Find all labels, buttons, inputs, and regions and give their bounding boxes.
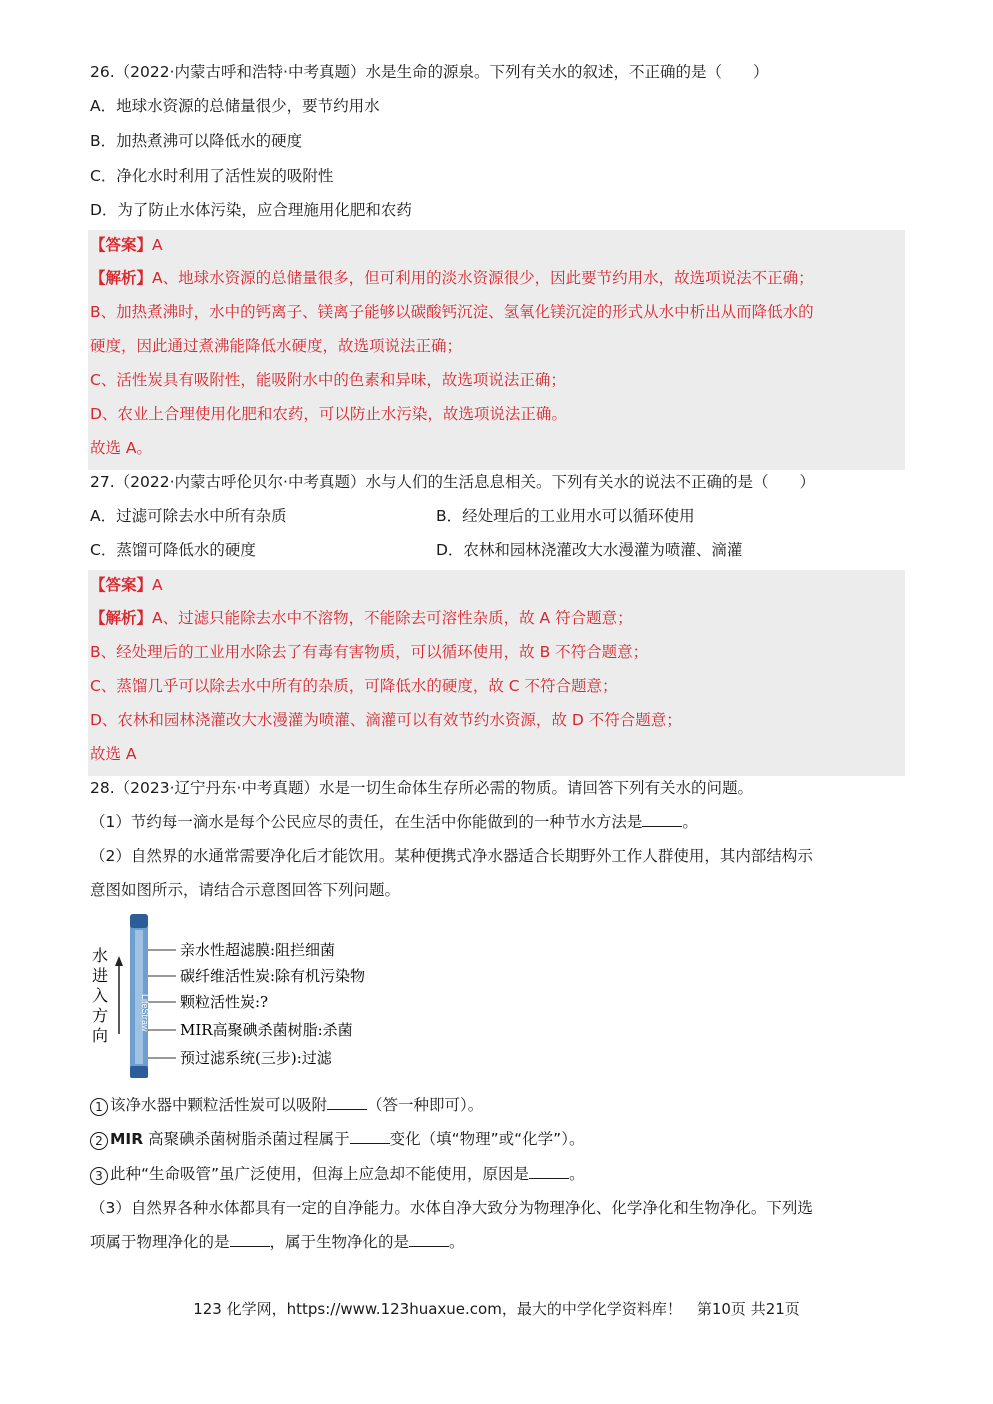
answer-blank — [230, 1232, 270, 1247]
answer-blank — [409, 1232, 449, 1247]
q28-sub-3 — [90, 1164, 585, 1185]
q27-stem: 27.（2022·内蒙古呼伦贝尔·中考真题）水与人们的生活息息相关。下列有关水的说法不正确的是（ ） — [90, 473, 815, 491]
analysis-text: A、地球水资源的总储量很多，但可利用的淡水资源很少，因此要节约用水，故选项说法不正确； — [152, 269, 814, 287]
layer-label-1: 亲水性超滤膜:阻拦细菌 — [180, 941, 336, 959]
q28-sub-1 — [90, 1095, 483, 1116]
layer-label-3: 颗粒活性炭:? — [180, 993, 269, 1011]
page-footer: 123 化学网，https://www.123huaxue.com，最大的中学化学资料库！ 第10页 共21页 — [193, 1300, 800, 1318]
q26-analysis-line-2: B、加热煮沸时，水中的钙离子、镁离子能够以碳酸钙沉淀、氢氧化镁沉淀的形式从水中析出从而降低水的 — [90, 303, 814, 321]
q28-sub-2-mir: MIR — [110, 1130, 144, 1148]
q28-part-3-mid: ，属于生物净化的是 — [269, 1233, 410, 1251]
layer-label-4: MIR高聚碘杀菌树脂:杀菌 — [180, 1021, 353, 1039]
circled-number-1: 1 — [90, 1098, 108, 1116]
q26-answer — [90, 235, 163, 255]
analysis-tag: 【解析】 — [90, 269, 153, 287]
circled-number-3: 3 — [90, 1167, 108, 1185]
q28-part-3-line-1: （3）自然界各种水体都具有一定的自净能力。水体自净大致分为物理净化、化学净化和生物净化。下列选 — [90, 1199, 813, 1217]
q27-option-c: C．蒸馏可降低水的硬度 — [90, 541, 256, 559]
q28-sub-2 — [90, 1129, 584, 1150]
side-label-2: 进 — [92, 966, 109, 985]
q26-analysis-line-5: D、农业上合理使用化肥和农药，可以防止水污染，故选项说法正确。 — [90, 405, 567, 423]
analysis-tag: 【解析】 — [90, 609, 153, 627]
straw-cap-top — [130, 914, 148, 928]
q28-part-1-end: 。 — [682, 813, 698, 831]
q27-analysis-line-5: 故选 A — [90, 745, 137, 763]
purifier-diagram — [90, 906, 390, 1086]
side-label-3: 入 — [92, 986, 109, 1005]
q27-analysis-line-1 — [90, 608, 633, 628]
straw-brand: LifeStraw — [140, 994, 150, 1032]
q26-stem: 26.（2022·内蒙古呼和浩特·中考真题）水是生命的源泉。下列有关水的叙述，不正确的是（ ） — [90, 63, 769, 81]
answer-tag: 【答案】 — [90, 236, 153, 254]
analysis-text: A、过滤只能除去水中不溶物，不能除去可溶性杂质，故 A 符合题意； — [152, 609, 633, 627]
q27-analysis-line-2: B、经处理后的工业用水除去了有毒有害物质，可以循环使用，故 B 不符合题意； — [90, 643, 649, 661]
q28-part-3-line-2 — [90, 1232, 465, 1252]
answer-blank — [327, 1095, 367, 1110]
q26-option-a: A．地球水资源的总储量很少，要节约用水 — [90, 97, 380, 115]
answer-blank — [350, 1129, 390, 1144]
q28-part-3-end: 。 — [449, 1233, 465, 1251]
q28-sub-3-text: 此种“生命吸管”虽广泛使用，但海上应急却不能使用，原因是 — [110, 1165, 530, 1183]
answer-blank — [529, 1164, 569, 1179]
q26-option-d: D．为了防止水体污染，应合理施用化肥和农药 — [90, 201, 412, 219]
answer-blank — [642, 812, 682, 827]
side-label-5: 向 — [92, 1026, 109, 1045]
q28-part-1-text: （1）节约每一滴水是每个公民应尽的责任，在生活中你能做到的一种节水方法是 — [90, 813, 643, 831]
q27-option-d: D．农林和园林浇灌改大水漫灌为喷灌、滴灌 — [436, 541, 743, 559]
q28-part-2-line-2: 意图如图所示，请结合示意图回答下列问题。 — [90, 881, 401, 899]
q28-part-2-line-1: （2）自然界的水通常需要净化后才能饮用。某种便携式净水器适合长期野外工作人群使用，其内部结构示 — [90, 847, 813, 865]
answer-value: A — [152, 236, 163, 254]
q27-answer — [90, 575, 163, 595]
q28-part-1 — [90, 812, 698, 832]
answer-tag: 【答案】 — [90, 576, 153, 594]
q27-option-a: A．过滤可除去水中所有杂质 — [90, 507, 287, 525]
q27-answer-block — [88, 570, 905, 776]
q28-sub-2-text: 高聚碘杀菌树脂杀菌过程属于 — [143, 1130, 350, 1148]
water-purifier-figure — [90, 906, 390, 1086]
q28-sub-1-text: 该净水器中颗粒活性炭可以吸附 — [110, 1096, 328, 1114]
q28-sub-1-end: （答一种即可）。 — [367, 1096, 484, 1114]
side-label-1: 水 — [92, 946, 109, 965]
q28-sub-2-end: 变化（填“物理”或“化学”）。 — [389, 1130, 585, 1148]
side-label-4: 方 — [92, 1006, 109, 1025]
q27-analysis-line-4: D、农林和园林浇灌改大水漫灌为喷灌、滴灌可以有效节约水资源，故 D 不符合题意； — [90, 711, 682, 729]
circled-number-2: 2 — [90, 1132, 108, 1150]
q26-option-b: B．加热煮沸可以降低水的硬度 — [90, 132, 303, 150]
q26-analysis-line-6: 故选 A。 — [90, 439, 153, 457]
q27-analysis-line-3: C、蒸馏几乎可以除去水中所有的杂质，可降低水的硬度，故 C 不符合题意； — [90, 677, 618, 695]
q27-option-b: B．经处理后的工业用水可以循环使用 — [436, 507, 695, 525]
q26-analysis-line-4: C、活性炭具有吸附性，能吸附水中的色素和异味，故选项说法正确； — [90, 371, 566, 389]
q26-analysis-line-3: 硬度，因此通过煮沸能降低水硬度，故选项说法正确； — [90, 337, 463, 355]
straw-cap-bottom — [130, 1066, 148, 1078]
direction-arrow-head — [115, 956, 123, 966]
layer-label-5: 预过滤系统(三步):过滤 — [180, 1049, 332, 1067]
layer-label-2: 碳纤维活性炭:除有机污染物 — [180, 967, 366, 985]
answer-value: A — [152, 576, 163, 594]
q26-option-c: C．净化水时利用了活性炭的吸附性 — [90, 167, 334, 185]
q28-sub-3-end: 。 — [569, 1165, 585, 1183]
q28-stem: 28.（2023·辽宁丹东·中考真题）水是一切生命体生存所必需的物质。请回答下列有关水的问题。 — [90, 779, 753, 797]
q26-analysis-line-1 — [90, 268, 814, 288]
q28-part-3-text: 项属于物理净化的是 — [90, 1233, 230, 1251]
